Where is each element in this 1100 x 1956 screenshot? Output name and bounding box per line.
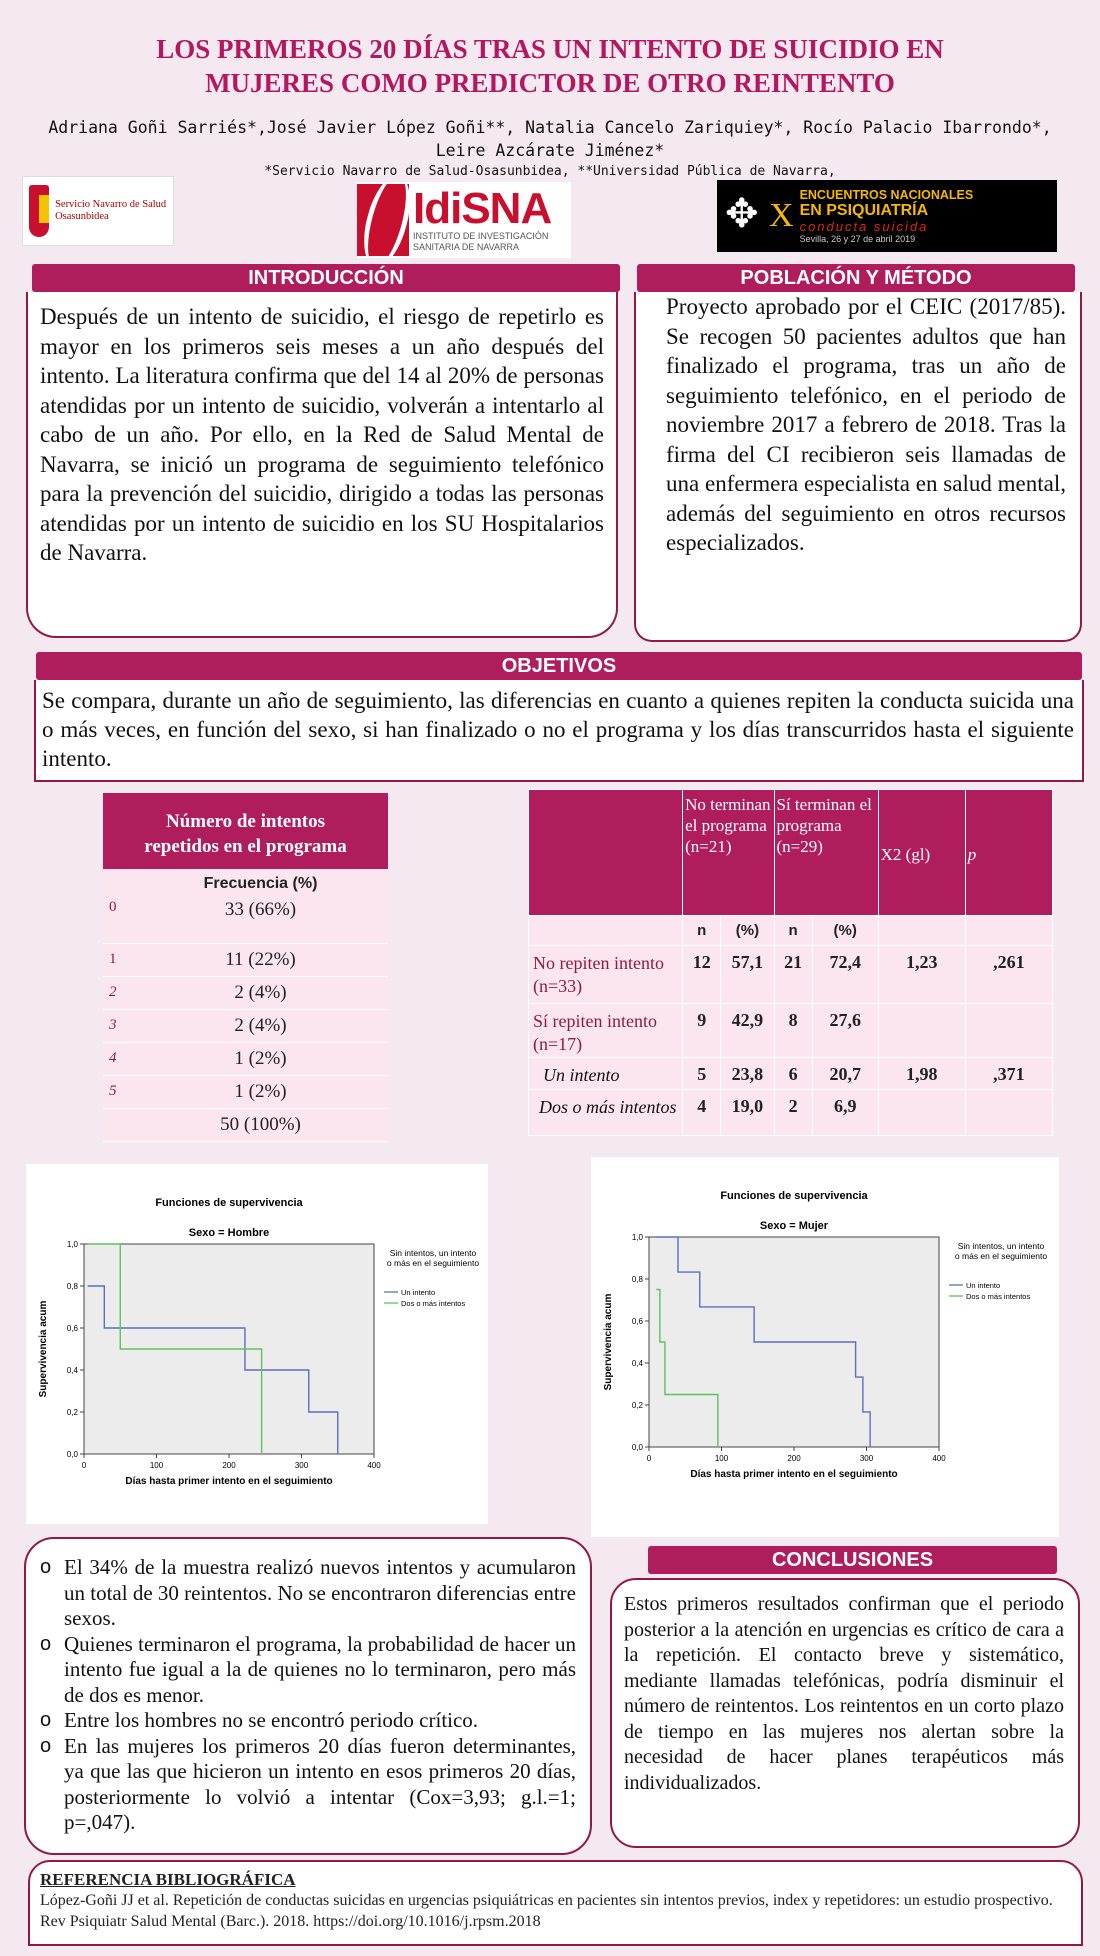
y-tick-label: 0,8 (66, 1282, 78, 1291)
intro-text: Después de un intento de suicidio, el riesgo de repetirlo es mayor en los primeros seis meses a un año después del intento. La literatura confirma que del 14 al 20% de personas atendidas por un intento de suicidio, volverán a intentarlo al cabo de un año. Por ello, en la Red de Salud Mental de Navarra, se inició un programa de seguimiento telefónico para la prevención del suicidio, dirigido a todas las personas atendidas por un intento de suicidio en los SU Hospitalarios de Navarra. (40, 304, 604, 565)
result-item: o Quienes terminaron el programa, la probabilidad de hacer un intento fue igual a la de quienes no lo terminaron, pero más de dos es menor. (40, 1632, 576, 1709)
idisna-sub-2: SANITARIA DE NAVARRA (413, 242, 520, 252)
table2-pct-2: (%) (812, 916, 878, 946)
conclusiones-header: CONCLUSIONES (648, 1546, 1057, 1574)
result-item: o En las mujeres los primeros 20 días fueron determinantes, ya que las que hicieron un intento en esos primeros 20 días, posteriormente lo volvió a intentar (Cox=3,93; g.l.=1; p=,047). (40, 1734, 576, 1836)
result-item: o El 34% de la muestra realizó nuevos intentos y acumularon un total de 30 reintentos. No se encontraron diferencias entre sexos. (40, 1555, 576, 1632)
table-row-label: 2 (103, 976, 183, 1009)
table-cell: 4 (683, 1090, 721, 1136)
sns-logo-text: Servicio Navarro de Salud Osasunbidea (55, 199, 167, 222)
table-cell: 27,6 (812, 1004, 878, 1058)
table-row-value: 1 (2%) (183, 1042, 338, 1075)
legend-entry: Un intento (401, 1288, 436, 1297)
x-tick-label: 400 (932, 1454, 946, 1463)
table1-header (103, 793, 388, 869)
enc-line-3: conducta suicida (799, 219, 929, 234)
table-cell: 1,23 (878, 946, 965, 1004)
affiliation: *Servicio Navarro de Salud-Osasunbidea, **Universidad Pública de Navarra, (264, 164, 836, 179)
table-cell: 5 (683, 1058, 721, 1090)
x-tick-label: 200 (787, 1454, 801, 1463)
enc-roman-x: X (769, 197, 794, 234)
enc-line-2: EN PSIQUIATRÍA (799, 202, 929, 219)
y-tick-label: 0,2 (631, 1401, 643, 1410)
table1-header-line-2: repetidos en el programa (144, 836, 347, 857)
legend-entry: Un intento (966, 1281, 1001, 1290)
legend-title: o más en el seguimiento (386, 1258, 480, 1268)
arrows-icon (725, 191, 763, 241)
y-tick-label: 0,8 (631, 1275, 643, 1284)
table-cell: 23,8 (721, 1058, 774, 1090)
poster-title (0, 32, 1100, 100)
table-row-value: 1 (2%) (183, 1075, 338, 1108)
table-cell (965, 1090, 1052, 1136)
table-row-value: 2 (4%) (183, 1009, 338, 1042)
table-cell: 20,7 (812, 1058, 878, 1090)
table-cell: ,261 (965, 946, 1052, 1004)
table-terminan (528, 789, 1053, 1136)
chart-title: Funciones de supervivencia (155, 1197, 303, 1209)
survival-chart-mujer (591, 1157, 1059, 1537)
dna-helix-icon (357, 184, 409, 256)
table2-col-si-terminan: Sí terminan el programa (n=29) (774, 790, 878, 916)
enc-line-1: ENCUENTROS NACIONALES (799, 188, 974, 202)
x-tick-label: 300 (859, 1454, 874, 1463)
title-line-2: MUJERES COMO PREDICTOR DE OTRO REINTENTO (205, 68, 895, 98)
authors-line-1: Adriana Goñi Sarriés*,José Javier López Goñi**, Natalia Cancelo Zariquiey*, Rocío Palacio Ibarrondo*, (48, 118, 1052, 137)
y-axis-label: Supervivencia acum (603, 1293, 614, 1391)
intro-header: INTRODUCCIÓN (32, 264, 620, 292)
y-tick-label: 1,0 (66, 1240, 78, 1249)
enc-date: Sevilla, 26 y 27 de abril 2019 (799, 234, 916, 244)
survival-chart-hombre (26, 1164, 488, 1524)
table2-n-2: n (774, 916, 812, 946)
table-cell: 12 (683, 946, 721, 1004)
x-tick-label: 0 (81, 1461, 87, 1470)
x-axis-label: Días hasta primer intento en el seguimiento (690, 1469, 898, 1480)
x-tick-label: 0 (646, 1454, 652, 1463)
table-cell: 1,98 (878, 1058, 965, 1090)
legend-title: Sin intentos, un intento (957, 1241, 1045, 1251)
x-axis-label: Días hasta primer intento en el seguimiento (125, 1476, 333, 1487)
idisna-name: IdiSNA (413, 184, 552, 233)
table-intentos (103, 793, 388, 1142)
result-item: o Entre los hombres no se encontró periodo crítico. (40, 1708, 576, 1734)
table2-col-no-terminan: No terminan el programa (n=21) (683, 790, 774, 916)
conclusiones-text: Estos primeros resultados confirman que el periodo posterior a la atención en urgencias es crítico de cara a la repetición. El contacto breve y sistemático, mediante llamadas telefónicas, podría disminuir el número de reintentos. Los reintentos en un corto plazo de tiempo en las mujeres nos alertan sobre la necesidad de hacer planes terapéuticos más individualizados. (624, 1593, 1064, 1794)
table-row-label: Dos o más intentos (529, 1090, 683, 1136)
x-tick-label: 200 (222, 1461, 236, 1470)
table-row-label: No repiten intento (n=33) (529, 946, 683, 1004)
x-tick-label: 300 (294, 1461, 309, 1470)
authors (0, 116, 1100, 162)
table-cell (878, 1090, 965, 1136)
table2-pct-1: (%) (721, 916, 774, 946)
table-row-value: 33 (66%) (183, 899, 338, 943)
y-tick-label: 0,4 (66, 1366, 78, 1375)
table1-header-line-1: Número de intentos (165, 811, 326, 832)
title-line-1: LOS PRIMEROS 20 DÍAS TRAS UN INTENTO DE SUICIDIO EN (156, 34, 944, 64)
y-tick-label: 1,0 (631, 1233, 643, 1242)
table-row-label: Sí repiten intento (n=17) (529, 1004, 683, 1058)
table-row-label: 0 (103, 899, 183, 943)
legend-entry: Dos o más intentos (401, 1299, 466, 1308)
legend-title: o más en el seguimiento (954, 1251, 1048, 1261)
table-row-label: 4 (103, 1042, 183, 1075)
table2-col-x2: X2 (gl) (878, 790, 965, 916)
objetivos-box (34, 680, 1084, 782)
idisna-sub-1: INSTITUTO DE INVESTIGACIÓN (413, 231, 549, 241)
table2-col-p: p (965, 790, 1052, 916)
table-cell: 6 (774, 1058, 812, 1090)
x-tick-label: 400 (367, 1461, 381, 1470)
y-tick-label: 0,2 (66, 1408, 78, 1417)
referencia-header: REFERENCIA BIBLIOGRÁFICA (40, 1870, 296, 1889)
table1-subheader: Frecuencia (%) (183, 869, 338, 899)
y-tick-label: 0,4 (631, 1359, 643, 1368)
referencia-box (28, 1860, 1083, 1946)
idisna-logo (357, 182, 571, 258)
y-tick-label: 0,6 (631, 1317, 643, 1326)
table-row-value: 2 (4%) (183, 976, 338, 1009)
table-cell: 19,0 (721, 1090, 774, 1136)
table-row-label: 1 (103, 943, 183, 976)
encuentros-logo (717, 180, 1057, 252)
table-cell (965, 1004, 1052, 1058)
x-tick-label: 100 (149, 1461, 164, 1470)
chart-title: Funciones de supervivencia (720, 1190, 868, 1202)
table-cell: 9 (683, 1004, 721, 1058)
table1-total: 50 (100%) (183, 1108, 338, 1141)
sns-crest-icon (29, 185, 49, 237)
table-cell: 2 (774, 1090, 812, 1136)
table-cell: 57,1 (721, 946, 774, 1004)
chart-subtitle: Sexo = Hombre (188, 1227, 270, 1239)
chart-subtitle: Sexo = Mujer (759, 1220, 829, 1232)
legend-entry: Dos o más intentos (966, 1292, 1031, 1301)
table-cell: 42,9 (721, 1004, 774, 1058)
referencia-text: López-Goñi JJ et al. Repetición de conductas suicidas en urgencias psiquiátricas en pacientes sin intentos previos, index y repetidores: un estudio prospectivo. Rev Psiquiatr Salud Mental (Barc.). 2018. https://doi.org/10.1016/j.rpsm.2018 (40, 1892, 1053, 1930)
table-cell: 8 (774, 1004, 812, 1058)
table2-n-1: n (683, 916, 721, 946)
table-cell: ,371 (965, 1058, 1052, 1090)
objetivos-text: Se compara, durante un año de seguimiento, las diferencias en cuanto a quienes repiten la conducta suicida una o más veces, en función del sexo, si han finalizado o no el programa y los días transcurridos hasta el siguiente intento. (42, 688, 1074, 771)
y-tick-label: 0,6 (66, 1324, 78, 1333)
legend-title: Sin intentos, un intento (389, 1248, 477, 1258)
metodo-text: Proyecto aprobado por el CEIC (2017/85). Se recogen 50 pacientes adultos que han finalizado el programa, tras un año de seguimiento telefónico, en el periodo de noviembre 2017 a febrero de 2018. Tras la firma del CI recibieron seis llamadas de una enfermera especialista en salud mental, además del seguimiento en otros recursos especializados. (666, 294, 1066, 555)
y-tick-label: 0,0 (631, 1443, 643, 1452)
y-tick-label: 0,0 (66, 1450, 78, 1459)
authors-line-2: Leire Azcárate Jiménez* (435, 141, 665, 160)
table-row-label: 3 (103, 1009, 183, 1042)
metodo-header: POBLACIÓN Y MÉTODO (637, 264, 1075, 292)
y-axis-label: Supervivencia acum (38, 1300, 49, 1398)
intro-box (26, 292, 618, 638)
conclusiones-box (610, 1578, 1080, 1848)
table-cell: 21 (774, 946, 812, 1004)
metodo-box (634, 292, 1082, 642)
table-cell (878, 1004, 965, 1058)
table-row-label: 5 (103, 1075, 183, 1108)
table-cell: 6,9 (812, 1090, 878, 1136)
sns-logo (22, 176, 174, 246)
table-row-value: 11 (22%) (183, 943, 338, 976)
table-cell: 72,4 (812, 946, 878, 1004)
x-tick-label: 100 (714, 1454, 729, 1463)
objetivos-header: OBJETIVOS (36, 652, 1082, 680)
resultados-box (24, 1537, 592, 1855)
table-row-label: Un intento (529, 1058, 683, 1090)
